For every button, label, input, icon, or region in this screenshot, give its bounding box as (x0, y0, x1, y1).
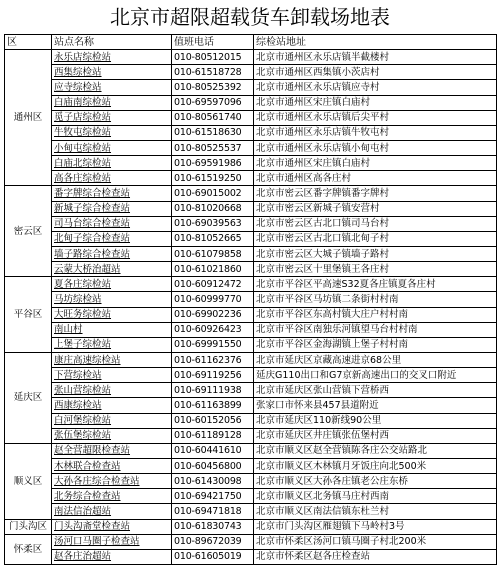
phone-cell: 010-61079858 (172, 246, 254, 261)
station-name: 康庄高速综检站 (54, 354, 121, 366)
station-name: 北务综合检查站 (54, 490, 121, 502)
phone-cell: 010-61830743 (172, 519, 254, 534)
station-name: 大孙各庄综合检查站 (54, 475, 140, 487)
table-row (5, 65, 497, 80)
address-cell: 北京市门头沟区雁翅镇下马岭村3号 (254, 519, 497, 534)
table-row (5, 231, 497, 246)
table-row (5, 413, 497, 428)
address-cell: 北京市平谷区金海湖镇上堡子村村南 (254, 337, 497, 352)
station-name-cell (52, 186, 172, 201)
address-cell: 张家口市怀来县457县道附近 (254, 398, 497, 413)
station-name-cell (52, 262, 172, 277)
address-cell: 北京市通州区永乐店镇小甸屯村 (254, 140, 497, 155)
table-row (5, 246, 497, 261)
phone-cell: 010-69591986 (172, 156, 254, 171)
station-name-cell (52, 277, 172, 292)
station-name-cell (52, 125, 172, 140)
station-name: 白庙南综检站 (54, 97, 112, 109)
phone-cell: 010-61518728 (172, 65, 254, 80)
station-name: 门头沟斋堂检查站 (54, 521, 131, 533)
unloading-site-table (4, 34, 497, 565)
address-cell: 北京市平谷区南独乐河镇望马台村村南 (254, 322, 497, 337)
phone-cell: 010-60441610 (172, 443, 254, 458)
address-cell: 延庆G110出口和G7京新高速出口的交叉口附近 (254, 368, 497, 383)
district-cell: 延庆区 (5, 352, 52, 443)
station-name: 高各庄综检站 (54, 172, 112, 184)
table-row (5, 110, 497, 125)
phone-cell: 010-69597096 (172, 95, 254, 110)
address-cell: 北京市顺义区木林镇月牙饭庄向北500米 (254, 458, 497, 473)
phone-cell: 010-80512015 (172, 50, 254, 65)
phone-cell: 010-60456800 (172, 458, 254, 473)
station-name-cell (52, 307, 172, 322)
header-station-name: 站点名称 (52, 35, 172, 50)
phone-cell: 010-60152056 (172, 413, 254, 428)
table-row (5, 443, 497, 458)
address-cell: 北京市平谷区平高速S32夏各庄镇夏各庄村 (254, 277, 497, 292)
table-row (5, 489, 497, 504)
phone-cell: 010-61430098 (172, 474, 254, 489)
table-row (5, 519, 497, 534)
phone-cell: 010-69991550 (172, 337, 254, 352)
station-name-cell (52, 322, 172, 337)
address-cell: 北京市通州区永乐店镇半截楼村 (254, 50, 497, 65)
station-name: 番字牌综合检查站 (54, 187, 131, 199)
station-name: 南山村 (54, 324, 83, 336)
table-row (5, 549, 497, 564)
table-row (5, 428, 497, 443)
station-name-cell (52, 398, 172, 413)
station-name-cell (52, 292, 172, 307)
table-row (5, 156, 497, 171)
district-cell: 门头沟区 (5, 519, 52, 534)
station-name-cell (52, 231, 172, 246)
phone-cell: 010-61162376 (172, 352, 254, 367)
station-name: 赵各庄治超站 (54, 551, 112, 563)
phone-cell: 010-81020668 (172, 201, 254, 216)
district-cell: 顺义区 (5, 443, 52, 519)
station-name-cell (52, 458, 172, 473)
station-name: 下营综检站 (54, 369, 102, 381)
station-name-cell (52, 95, 172, 110)
station-name-cell (52, 504, 172, 519)
table-row (5, 398, 497, 413)
phone-cell: 010-61605019 (172, 549, 254, 564)
address-cell: 北京市通州区宋庄镇白庙村 (254, 95, 497, 110)
phone-cell: 010-80561740 (172, 110, 254, 125)
station-name: 张山营综检站 (54, 384, 112, 396)
station-name-cell (52, 110, 172, 125)
table-row (5, 80, 497, 95)
table-row (5, 368, 497, 383)
station-name: 永乐店综检站 (54, 51, 112, 63)
phone-cell: 010-61518630 (172, 125, 254, 140)
station-name-cell (52, 246, 172, 261)
phone-cell: 010-61189128 (172, 428, 254, 443)
address-cell: 北京市怀柔区赵各庄检查站 (254, 549, 497, 564)
phone-cell: 010-81052665 (172, 231, 254, 246)
address-cell: 北京市密云区番字牌镇番字牌村 (254, 186, 497, 201)
phone-cell: 010-89672039 (172, 534, 254, 549)
table-row (5, 322, 497, 337)
phone-cell: 010-69119256 (172, 368, 254, 383)
station-name: 小甸屯综检站 (54, 142, 112, 154)
address-cell: 北京市怀柔区汤河口镇马圈子村北200米 (254, 534, 497, 549)
station-name: 新城子综合检查站 (54, 203, 131, 215)
district-cell: 平谷区 (5, 277, 52, 353)
address-cell: 北京市延庆区井庄镇张伍堡村西 (254, 428, 497, 443)
station-name: 牛牧屯综检站 (54, 127, 112, 139)
table-row (5, 504, 497, 519)
table-row (5, 95, 497, 110)
table-row (5, 458, 497, 473)
station-name-cell (52, 428, 172, 443)
station-name-cell (52, 201, 172, 216)
table-row (5, 140, 497, 155)
station-name-cell (52, 519, 172, 534)
station-name: 上堡子综检站 (54, 339, 112, 351)
table-row (5, 292, 497, 307)
table-row (5, 383, 497, 398)
station-name-cell (52, 383, 172, 398)
station-name-cell (52, 171, 172, 186)
table-row (5, 337, 497, 352)
station-name: 西康综检站 (54, 399, 102, 411)
address-cell: 北京市密云区大城子镇墙子路村 (254, 246, 497, 261)
station-name: 应寺综检站 (54, 81, 102, 93)
document-title: 北京市超限超载货车卸载场地表 (110, 5, 390, 29)
station-name-cell (52, 368, 172, 383)
station-name-cell (52, 443, 172, 458)
station-name: 大旺务综检站 (54, 309, 112, 321)
address-cell: 北京市延庆区京藏高速进京68公里 (254, 352, 497, 367)
station-name: 南法信治超站 (54, 505, 112, 517)
station-name: 西集综检站 (54, 66, 102, 78)
phone-cell: 010-61163899 (172, 398, 254, 413)
phone-cell: 010-69902236 (172, 307, 254, 322)
phone-cell: 010-69421750 (172, 489, 254, 504)
phone-cell: 010-80525537 (172, 140, 254, 155)
table-row (5, 534, 497, 549)
table-row (5, 50, 497, 65)
table-row (5, 307, 497, 322)
header-phone: 值班电话 (172, 35, 254, 50)
station-name: 夏各庄综检站 (54, 278, 112, 290)
station-name-cell (52, 50, 172, 65)
address-cell: 北京市延庆区张山营镇下营桥西 (254, 383, 497, 398)
station-name: 白庙北综检站 (54, 157, 112, 169)
station-name-cell (52, 534, 172, 549)
station-name: 白河堡综检站 (54, 415, 112, 427)
station-name: 云蒙大桥治超站 (54, 263, 121, 275)
address-cell: 北京市顺义区南法信镇东杜兰村 (254, 504, 497, 519)
station-name: 马坊综检站 (54, 293, 102, 305)
header-district: 区 (5, 35, 52, 50)
address-cell: 北京市平谷区马坊镇二条街村村南 (254, 292, 497, 307)
station-name: 北甸子综合检查站 (54, 233, 131, 245)
table-row (5, 262, 497, 277)
district-cell: 通州区 (5, 50, 52, 186)
station-name-cell (52, 337, 172, 352)
station-name: 赵全营超限检查站 (54, 445, 131, 457)
address-cell: 北京市通州区西集镇小茨店村 (254, 65, 497, 80)
header-address: 综检站地址 (254, 35, 497, 50)
phone-cell: 010-61519250 (172, 171, 254, 186)
address-cell: 北京市通州区永乐店镇应寺村 (254, 80, 497, 95)
address-cell: 北京市顺义区大孙各庄镇老公庄东桥 (254, 474, 497, 489)
district-cell: 密云区 (5, 186, 52, 277)
phone-cell: 010-60999770 (172, 292, 254, 307)
phone-cell: 010-69039563 (172, 216, 254, 231)
phone-cell: 010-61021860 (172, 262, 254, 277)
station-name: 木林联合检查站 (54, 460, 121, 472)
phone-cell: 010-69015002 (172, 186, 254, 201)
phone-cell: 010-60926423 (172, 322, 254, 337)
district-cell: 怀柔区 (5, 534, 52, 564)
station-name-cell (52, 352, 172, 367)
table-row (5, 352, 497, 367)
address-cell: 北京市密云区古北口镇北甸子村 (254, 231, 497, 246)
station-name-cell (52, 156, 172, 171)
phone-cell: 010-60912472 (172, 277, 254, 292)
station-name-cell (52, 216, 172, 231)
table-row (5, 171, 497, 186)
station-name-cell (52, 65, 172, 80)
table-row (5, 186, 497, 201)
station-name-cell (52, 140, 172, 155)
phone-cell: 010-69111938 (172, 383, 254, 398)
address-cell: 北京市通州区宋庄镇白庙村 (254, 156, 497, 171)
phone-cell: 010-69471818 (172, 504, 254, 519)
table-row (5, 216, 497, 231)
station-name-cell (52, 413, 172, 428)
station-name-cell (52, 80, 172, 95)
address-cell: 北京市通州区永乐店镇后尖平村 (254, 110, 497, 125)
address-cell: 北京市密云区古北口镇司马台村 (254, 216, 497, 231)
station-name: 司马台综合检查站 (54, 218, 131, 230)
address-cell: 北京市顺义区北务镇马庄村西南 (254, 489, 497, 504)
table-header-row (5, 35, 497, 50)
table-row (5, 277, 497, 292)
address-cell: 北京市密云区十里堡镇王各庄村 (254, 262, 497, 277)
address-cell: 北京市密云区新城子镇安营村 (254, 201, 497, 216)
phone-cell: 010-80525392 (172, 80, 254, 95)
address-cell: 北京市通州区永乐店镇牛牧屯村 (254, 125, 497, 140)
table-row (5, 201, 497, 216)
table-row (5, 125, 497, 140)
address-cell: 北京市顺义区赵全营镇陈各庄公交站路北 (254, 443, 497, 458)
station-name: 汤河口马圈子检查站 (54, 536, 140, 548)
station-name: 张伍堡综检站 (54, 430, 112, 442)
table-row (5, 474, 497, 489)
address-cell: 北京市平谷区东高村镇大庄户村村南 (254, 307, 497, 322)
station-name-cell (52, 474, 172, 489)
station-name-cell (52, 489, 172, 504)
station-name: 墙子路综合检查站 (54, 248, 131, 260)
station-name-cell (52, 549, 172, 564)
station-name: 觅子店综检站 (54, 112, 112, 124)
address-cell: 北京市通州区高各庄村 (254, 171, 497, 186)
table-body (5, 50, 497, 565)
address-cell: 北京市延庆区110新线90公里 (254, 413, 497, 428)
